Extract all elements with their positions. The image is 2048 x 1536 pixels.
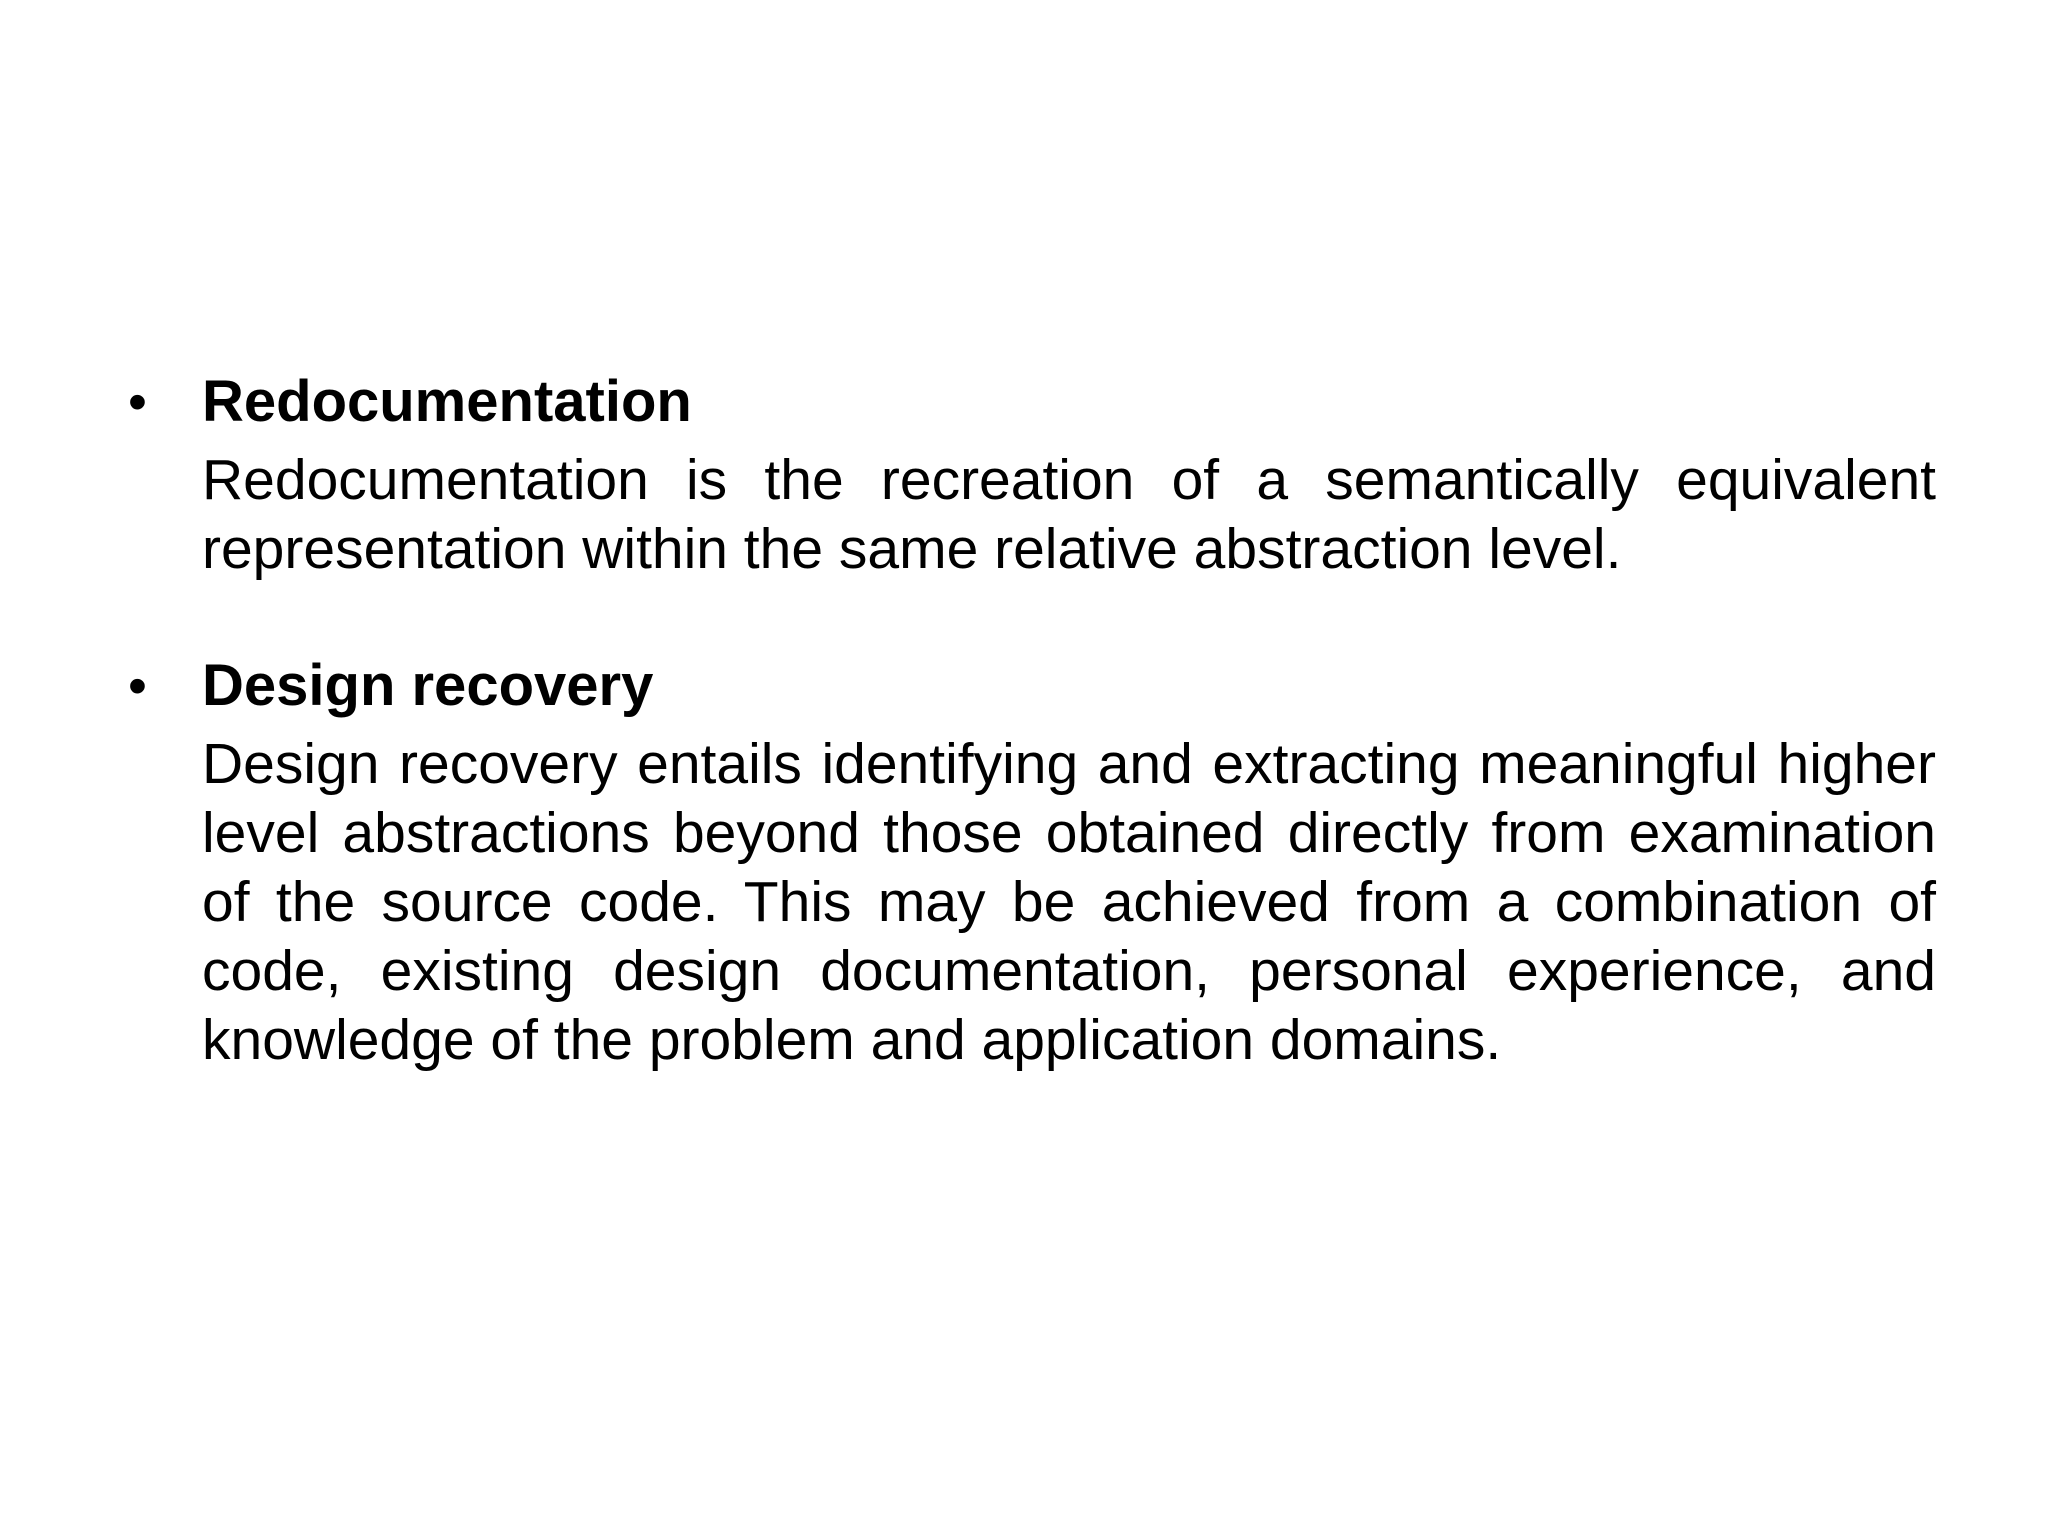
item-description: Design recovery entails identifying and extracting meaningful higher level abstractions beyond those obtained directly from examination of the source code. This may be achieved from a combination of code, existing design documentation, personal experience, and knowledge of the problem and application domains. [202, 732, 1936, 1072]
bullet-list [118, 358, 1938, 1075]
item-heading: Redocumentation [202, 369, 692, 434]
item-description: Redocumentation is the recreation of a semantically equivalent representation within the same relative abstraction level. [202, 448, 1936, 581]
bullet-marker: • [128, 656, 147, 716]
list-item-design-recovery [118, 642, 1938, 1075]
item-heading: Design recovery [202, 653, 654, 718]
bullet-marker: • [128, 372, 147, 432]
list-item-redocumentation [118, 358, 1938, 584]
